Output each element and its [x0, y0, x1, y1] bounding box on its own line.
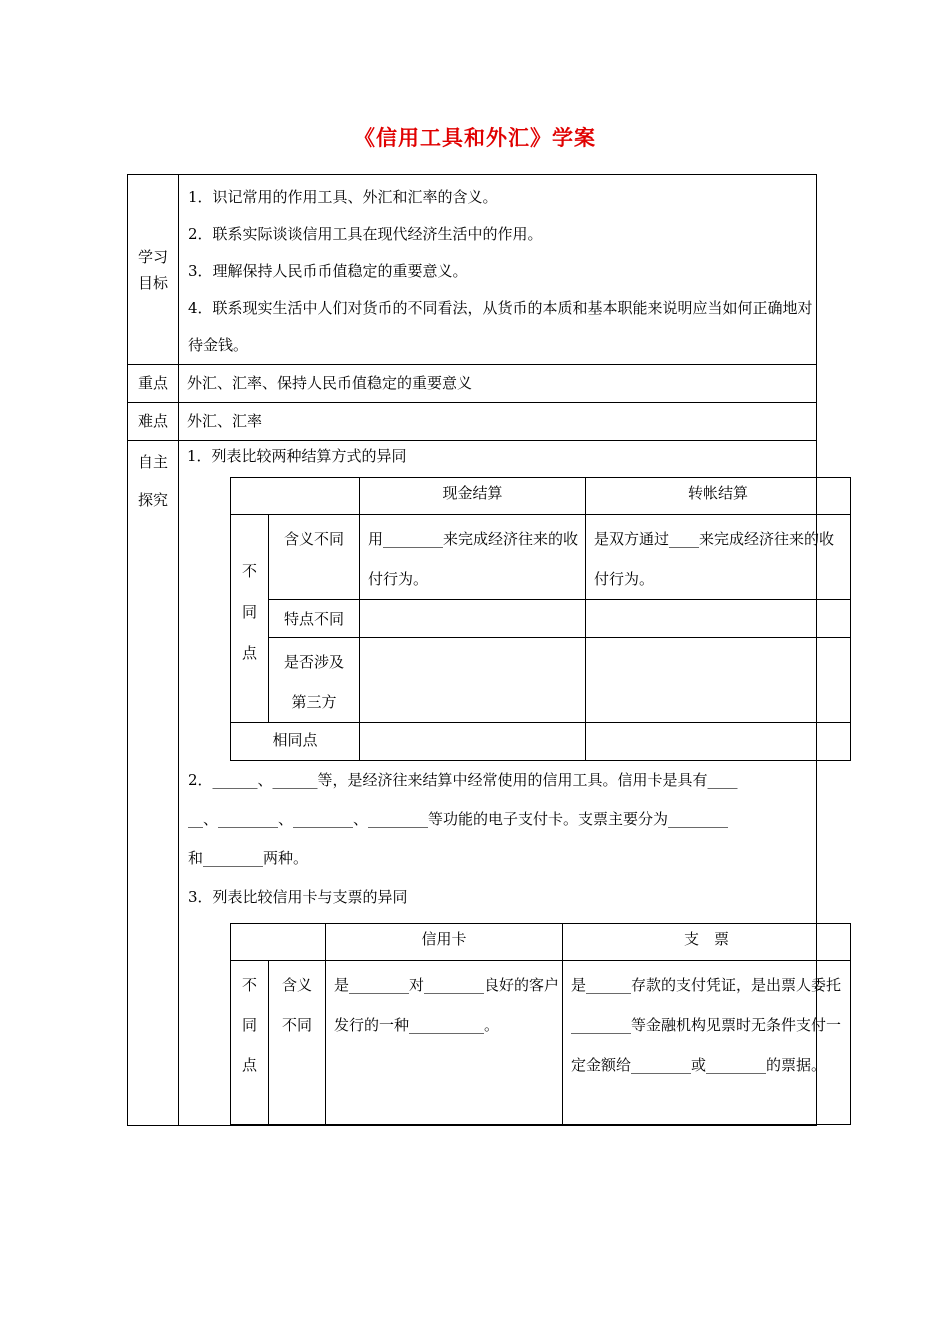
- table-header-row: [231, 924, 851, 961]
- question-2: 2．______、______等，是经济往来结算中经常使用的信用工具。信用卡是具有____ __、________、________、________等功能的电子支付卡。支票主要分为________ 和________两种。 3．列表比较信用卡与支票的异同: [179, 761, 816, 917]
- table-row: [231, 600, 851, 638]
- transfer-meaning: 是双方通过____来完成经济往来的收付行为。: [586, 515, 851, 600]
- key-points-text: 外汇、汇率、保持人民币值稳定的重要意义: [179, 365, 817, 403]
- goal-item: 4．联系现实生活中人们对货币的不同看法，从货币的本质和基本职能来说明应当如何正确地对待金钱。: [188, 299, 813, 354]
- card-check-comparison-table: [230, 923, 851, 1125]
- goal-item: 3．理解保持人民币币值稳定的重要意义。: [188, 262, 468, 280]
- transfer-same: [586, 723, 851, 761]
- row-features-label: 特点不同: [269, 600, 360, 638]
- col-cash-settlement: 现金结算: [360, 478, 586, 515]
- table-header-row: [231, 478, 851, 515]
- table-row: [231, 515, 851, 600]
- row-meaning-label: 含义不同: [269, 515, 360, 600]
- differences-label: 不 同 点: [231, 961, 269, 1125]
- goal-item: 2．联系实际谈谈信用工具在现代经济生活中的作用。: [188, 225, 543, 243]
- row-same-label: 相同点: [231, 723, 360, 761]
- cash-features: [360, 600, 586, 638]
- transfer-third-party: [586, 638, 851, 723]
- table-row: [231, 961, 851, 1125]
- explore-label: 自主 探究: [128, 441, 179, 1126]
- col-check: 支 票: [563, 924, 851, 961]
- question-1: 1．列表比较两种结算方式的异同: [187, 447, 407, 465]
- check-meaning: 是______存款的支付凭证，是出票人委托________等金融机构见票时无条件支付一定金额给________或________的票据。: [563, 961, 851, 1125]
- transfer-features: [586, 600, 851, 638]
- goals-row: [128, 175, 817, 365]
- explore-content: [179, 441, 842, 1126]
- differences-label: 不 同 点: [231, 515, 269, 723]
- explore-row: [128, 441, 817, 1126]
- key-points-row: [128, 365, 817, 403]
- cash-same: [360, 723, 586, 761]
- difficulties-text: 外汇、汇率: [179, 403, 817, 441]
- page-title: 《信用工具和外汇》学案: [354, 126, 596, 150]
- settlement-comparison-table: [230, 477, 851, 761]
- goal-item: 1．识记常用的作用工具、外汇和汇率的含义。: [188, 188, 498, 206]
- difficulties-label: 难点: [128, 403, 179, 441]
- cash-meaning: 用________来完成经济往来的收付行为。: [360, 515, 586, 600]
- col-credit-card: 信用卡: [326, 924, 563, 961]
- difficulties-row: [128, 403, 817, 441]
- cash-third-party: [360, 638, 586, 723]
- goals-content: [179, 175, 817, 365]
- table-row: [231, 638, 851, 723]
- col-transfer-settlement: 转帐结算: [586, 478, 851, 515]
- meaning-label: 含义 不同: [269, 961, 326, 1125]
- card-meaning: 是________对________良好的客户发行的一种__________。: [326, 961, 563, 1125]
- row-third-party-label: 是否涉及 第三方: [269, 638, 360, 723]
- question-3: 3．列表比较信用卡与支票的异同: [188, 888, 408, 906]
- study-plan-table: [127, 174, 842, 1126]
- table-row: [231, 723, 851, 761]
- goals-label: 学习 目标: [128, 175, 179, 365]
- key-points-label: 重点: [128, 365, 179, 403]
